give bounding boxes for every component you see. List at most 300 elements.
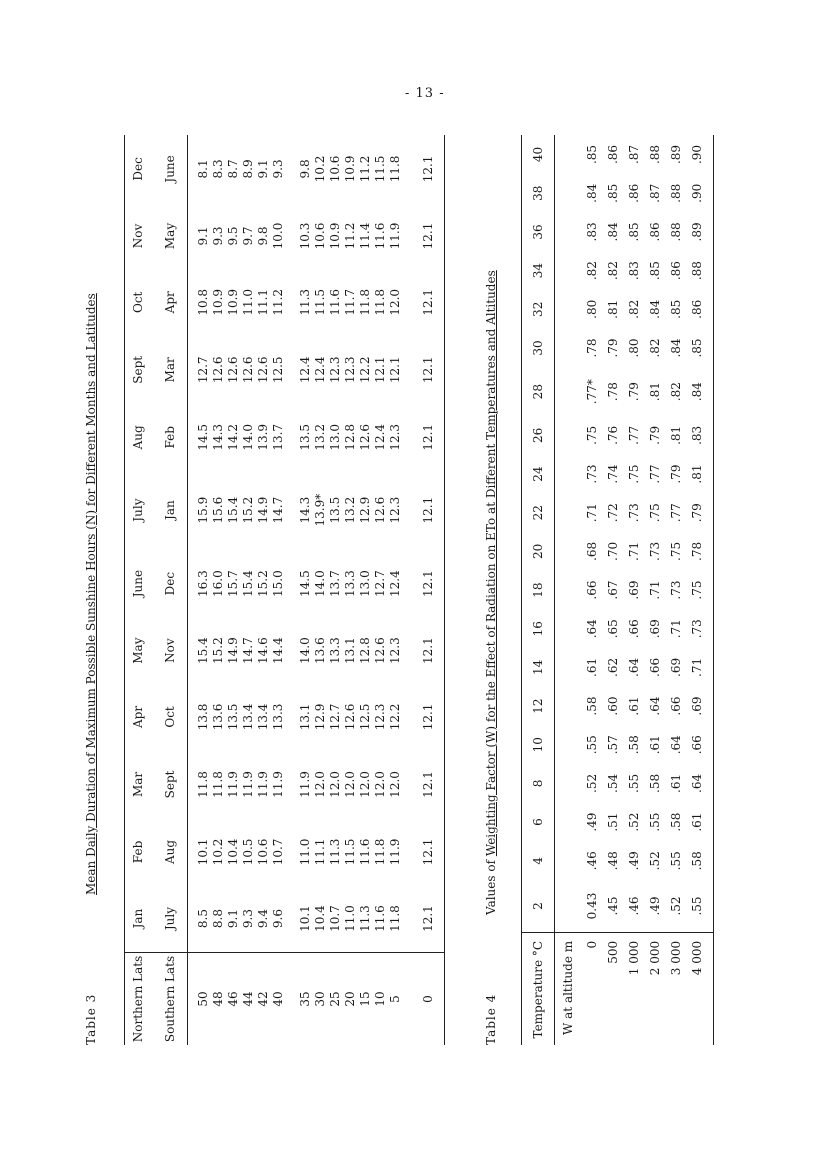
table-cell: 13.9*: [313, 493, 327, 527]
table-cell: 12.1: [421, 617, 445, 683]
table-cell: .77: [626, 425, 641, 445]
table-cell: 13.7: [328, 570, 342, 597]
table-row: [581, 135, 602, 1045]
table-cell: .86: [689, 299, 704, 319]
temperature-value: 32: [522, 290, 555, 329]
table-cell: .51: [605, 812, 620, 832]
table-cell: .85: [605, 183, 620, 203]
table-cell: .83: [626, 261, 641, 281]
table-cell: .67: [605, 580, 620, 600]
table-cell: .85: [689, 338, 704, 358]
table-cell: .73: [689, 619, 704, 639]
table-cell: 9.4: [256, 909, 270, 929]
table-row: [623, 135, 644, 1045]
table-cell: 9.7: [241, 226, 255, 246]
table-cell: .84: [584, 183, 599, 203]
table-row: [298, 135, 313, 1045]
table-cell: 10.9: [343, 155, 357, 183]
table-row: [665, 135, 686, 1045]
temperature-value: 8: [522, 764, 555, 803]
table-cell: .72: [605, 503, 620, 523]
table-cell: 12.1: [421, 470, 445, 549]
month-header: Mar: [163, 335, 188, 404]
table-cell: 12.3: [328, 356, 342, 384]
table-cell: .83: [689, 425, 704, 445]
table-cell: .75: [584, 425, 599, 445]
table-cell: 13.3: [328, 637, 342, 664]
temperature-value: 22: [522, 493, 555, 532]
table-cell: 11.3: [328, 838, 342, 866]
table-cell: 13.5: [328, 496, 342, 524]
altitude-label-row: [555, 135, 582, 1045]
altitude-cell: 500: [602, 932, 623, 1045]
table-cell: 11.2: [271, 288, 285, 316]
table-cell: 12.6: [373, 637, 387, 664]
table-cell: 13.1: [343, 637, 357, 664]
temperature-value: 6: [522, 803, 555, 842]
month-header: Mar: [131, 771, 145, 798]
table-cell: .84: [605, 222, 620, 242]
latitude-cell: 44: [241, 953, 256, 1046]
month-header: May: [163, 203, 188, 269]
table-cell: 16.3: [196, 570, 210, 597]
table-cell: 11.8: [196, 771, 210, 798]
table-cell: .88: [689, 261, 704, 281]
table-cell: 11.8: [388, 905, 402, 932]
table-cell: .73: [668, 580, 683, 600]
table-cell: .69: [668, 657, 683, 677]
temperature-value: 34: [522, 251, 555, 290]
table-cell: 12.0: [358, 771, 372, 798]
table-cell: 10.2: [211, 838, 225, 866]
table-cell: .76: [605, 425, 620, 445]
table-cell: 10.9: [328, 222, 342, 250]
table-cell: 11.6: [373, 905, 387, 932]
month-header: Aug: [131, 425, 145, 450]
month-header: July: [163, 885, 188, 952]
table-cell: 11.1: [313, 838, 327, 866]
table-cell: .55: [626, 773, 641, 793]
table-cell: 9.6: [271, 909, 285, 929]
table-cell: 14.0: [313, 570, 327, 597]
table-cell: .61: [668, 773, 683, 793]
table-row: [188, 135, 212, 1045]
table-cell: .52: [668, 896, 683, 916]
table-cell: .58: [584, 696, 599, 716]
table-cell: .58: [689, 851, 704, 871]
table-cell: 12.0: [388, 771, 402, 798]
month-header: June: [163, 135, 188, 203]
table-cell: .75: [668, 541, 683, 561]
table-cell: 13.5: [226, 703, 240, 731]
table-cell: 10.1: [196, 838, 210, 866]
table-cell: 10.6: [313, 222, 327, 250]
table-cell: .71: [689, 657, 704, 677]
table-cell: .75: [689, 580, 704, 600]
month-header: May: [131, 637, 145, 664]
table-cell: 11.2: [343, 222, 357, 250]
table-cell: 11.5: [373, 155, 387, 183]
table-cell: 12.4: [388, 570, 402, 597]
table-cell: 11.3: [358, 905, 372, 932]
table-cell: .87: [647, 183, 662, 203]
month-header: Feb: [163, 404, 188, 470]
table-cell: .46: [626, 896, 641, 916]
table-cell: .82: [584, 261, 599, 281]
table-row: [313, 135, 328, 1045]
table-cell: 13.3: [343, 570, 357, 597]
table-row: [226, 135, 241, 1045]
table-cell: .75: [626, 464, 641, 484]
table-cell: 14.3: [298, 496, 312, 524]
table-cell: .58: [668, 812, 683, 832]
table-cell: 14.4: [271, 637, 285, 664]
latitude-cell: 20: [343, 953, 358, 1046]
table-cell: .64: [584, 619, 599, 639]
table-cell: .68: [584, 541, 599, 561]
table-cell: 15.2: [211, 637, 225, 664]
month-header: Apr: [131, 705, 145, 728]
table-cell: 9.3: [271, 159, 285, 179]
latitude-cell: 5: [388, 953, 403, 1046]
table-cell: 12.4: [373, 423, 387, 451]
table-cell: .84: [647, 299, 662, 319]
table-cell: 11.7: [343, 288, 357, 316]
table-cell: .66: [689, 735, 704, 755]
table-cell: 11.8: [373, 838, 387, 866]
table-cell: 11.9: [226, 771, 240, 798]
table-cell: 9.8: [256, 226, 270, 246]
table-cell: 8.1: [196, 159, 210, 179]
table-cell: 13.9: [256, 423, 270, 451]
table-cell: 11.8: [373, 288, 387, 316]
table-cell: .65: [605, 619, 620, 639]
table-cell: 12.1: [421, 684, 445, 750]
table-cell: 9.3: [241, 909, 255, 929]
table-4-label: Table 4: [484, 993, 498, 1045]
table-cell: .60: [605, 696, 620, 716]
table-cell: 15.7: [226, 570, 240, 597]
table-cell: .66: [647, 657, 662, 677]
temperature-value: 2: [522, 880, 555, 932]
table-cell: .61: [647, 735, 662, 755]
table-cell: 13.3: [271, 703, 285, 731]
table-cell: .66: [584, 580, 599, 600]
latitude-cell: 42: [256, 953, 271, 1046]
table-row: [358, 135, 373, 1045]
month-header: Dec: [163, 550, 188, 618]
table-cell: .61: [626, 696, 641, 716]
latitude-cell: 30: [313, 953, 328, 1046]
latitude-cell: 48: [211, 953, 226, 1046]
table-cell: .85: [647, 261, 662, 281]
table-cell: 10.2: [313, 155, 327, 183]
table-cell: 15.6: [211, 496, 225, 524]
table-cell: 12.0: [328, 771, 342, 798]
table-cell: 9.3: [211, 226, 225, 246]
table-cell: 11.2: [358, 155, 372, 183]
table-cell: .73: [647, 541, 662, 561]
table-cell: 12.2: [388, 703, 402, 731]
sunshine-hours-table: [124, 135, 445, 1045]
table-cell: 11.9: [388, 222, 402, 250]
table-cell: .52: [584, 773, 599, 793]
table-cell: 12.3: [373, 703, 387, 731]
table-row: [343, 135, 358, 1045]
altitude-cell: 1 000: [623, 932, 644, 1045]
table-cell: 12.8: [343, 423, 357, 451]
table-cell: 12.7: [373, 570, 387, 597]
table-cell: 0.43: [584, 892, 599, 920]
table-cell: 11.8: [358, 288, 372, 316]
table-cell: 12.1: [421, 885, 445, 952]
table-cell: .86: [626, 183, 641, 203]
month-header: Oct: [163, 684, 188, 750]
table-cell: .77: [647, 464, 662, 484]
table-cell: .79: [689, 503, 704, 523]
table-cell: .69: [689, 696, 704, 716]
table-cell: 15.0: [271, 570, 285, 597]
table-row: [271, 135, 286, 1045]
table-cell: .58: [626, 735, 641, 755]
table-cell: .81: [647, 382, 662, 402]
table-cell: .57: [605, 735, 620, 755]
table-cell: .81: [689, 464, 704, 484]
month-header: Apr: [163, 269, 188, 335]
temperature-value: 16: [522, 609, 555, 648]
table-cell: 8.5: [196, 909, 210, 929]
month-header: Feb: [131, 840, 145, 864]
temperature-value: 36: [522, 213, 555, 252]
table-cell: 11.0: [343, 905, 357, 932]
table-cell: 12.9: [358, 496, 372, 524]
table-3-title: Mean Daily Duration of Maximum Possible Sunshine Hours (N) for Different Months and Latitudes: [84, 293, 98, 895]
table-cell: 14.7: [241, 637, 255, 664]
table-cell: 14.2: [226, 423, 240, 451]
table-cell: 10.9: [226, 288, 240, 316]
table-row: [211, 135, 226, 1045]
table-cell: 12.6: [211, 356, 225, 384]
page-number: - 13 -: [405, 86, 445, 101]
table-cell: 12.6: [343, 703, 357, 731]
header-row-temperature: [522, 135, 555, 1045]
table-4-title-main: Weighting Factor (W) for the Effect of Radiation on ETo at Different Temperatures and Altitudes: [484, 270, 498, 857]
weighting-factor-table: [521, 135, 714, 1045]
table-3-label: Table 3: [84, 993, 98, 1045]
month-header: Dec: [131, 157, 145, 181]
table-cell: 12.1: [421, 269, 445, 335]
table-cell: .85: [668, 299, 683, 319]
table-cell: 9.5: [226, 226, 240, 246]
table-cell: 8.3: [211, 159, 225, 179]
table-cell: 11.5: [313, 288, 327, 316]
table-cell: 8.8: [211, 909, 225, 929]
table-cell: .85: [626, 222, 641, 242]
table-cell: .45: [605, 896, 620, 916]
table-cell: .84: [668, 338, 683, 358]
table-cell: .61: [689, 812, 704, 832]
table-cell: .66: [626, 619, 641, 639]
table-cell: .81: [668, 425, 683, 445]
table-cell: 10.1: [298, 905, 312, 932]
table-cell: 10.5: [241, 838, 255, 866]
temperature-value: 14: [522, 648, 555, 687]
table-cell: 12.3: [388, 423, 402, 451]
table-cell: 14.3: [211, 423, 225, 451]
table-cell: 12.7: [196, 356, 210, 384]
table-cell: .73: [584, 464, 599, 484]
table-cell: 11.9: [256, 771, 270, 798]
table-cell: .61: [584, 657, 599, 677]
table-cell: .71: [668, 619, 683, 639]
table-cell: 12.5: [271, 356, 285, 384]
temperature-value: 40: [522, 135, 555, 174]
altitude-cell: 2 000: [644, 932, 665, 1045]
table-row: [256, 135, 271, 1045]
table-row: [373, 135, 388, 1045]
table-cell: .79: [605, 338, 620, 358]
table-cell: 11.6: [328, 288, 342, 316]
table-cell: 13.0: [328, 423, 342, 451]
table-cell: .87: [626, 144, 641, 165]
table-cell: .82: [647, 338, 662, 358]
altitude-cell: 4 000: [686, 932, 714, 1045]
table-row: [388, 135, 403, 1045]
latitude-cell: 50: [188, 953, 212, 1046]
latitude-cell: 10: [373, 953, 388, 1046]
table-cell: .82: [605, 261, 620, 281]
table-cell: 12.1: [421, 750, 445, 819]
table-cell: 11.9: [388, 838, 402, 866]
latitude-cell: 0: [421, 953, 445, 1046]
table-cell: .86: [647, 222, 662, 242]
table-cell: .78: [689, 541, 704, 561]
table-cell: .79: [668, 464, 683, 484]
table-cell: 12.9: [313, 703, 327, 731]
table-cell: .71: [647, 580, 662, 600]
table-cell: 16.0: [211, 570, 225, 597]
latitude-cell: 46: [226, 953, 241, 1046]
temperature-header: Temperature °C: [522, 932, 555, 1045]
table-cell: .80: [626, 338, 641, 358]
table-cell: 11.0: [298, 838, 312, 866]
table-cell: 10.3: [298, 222, 312, 250]
table-cell: .78: [584, 338, 599, 358]
table-cell: .69: [626, 580, 641, 600]
table-cell: 9.1: [256, 159, 270, 179]
table-cell: .49: [647, 896, 662, 916]
table-cell: 13.0: [358, 570, 372, 597]
table-cell: .55: [668, 851, 683, 871]
latitude-cell: 25: [328, 953, 343, 1046]
table-cell: .69: [647, 619, 662, 639]
table-cell: 13.8: [196, 703, 210, 731]
table-cell: 15.9: [196, 496, 210, 524]
temperature-value: 12: [522, 687, 555, 726]
table-cell: .64: [647, 696, 662, 716]
table-cell: 12.0: [373, 771, 387, 798]
table-cell: 11.9: [298, 771, 312, 798]
table-cell: .77: [668, 503, 683, 523]
table-cell: 14.0: [241, 423, 255, 451]
temperature-value: 30: [522, 329, 555, 368]
southern-lats-header: Southern Lats: [163, 953, 188, 1046]
table-cell: .64: [626, 657, 641, 677]
table-cell: .70: [605, 541, 620, 561]
table-cell: 11.8: [211, 771, 225, 798]
month-header: Sept: [163, 750, 188, 819]
table-cell: .84: [689, 382, 704, 402]
table-cell: .48: [605, 851, 620, 871]
table-cell: 11.9: [271, 771, 285, 798]
header-row-northern: [125, 135, 164, 1045]
table-cell: .75: [647, 503, 662, 523]
table-cell: 12.5: [358, 703, 372, 731]
table-cell: 12.7: [328, 703, 342, 731]
table-cell: .81: [605, 299, 620, 319]
table-cell: 15.2: [256, 570, 270, 597]
altitude-label: W at altitude m: [555, 932, 582, 1045]
table-cell: 15.4: [196, 637, 210, 664]
table-cell: .82: [668, 382, 683, 402]
table-4-block: [484, 130, 804, 1045]
table-cell: 13.5: [298, 423, 312, 451]
table-cell: 11.3: [298, 288, 312, 316]
table-cell: 12.1: [421, 819, 445, 885]
table-cell: 12.6: [241, 356, 255, 384]
table-cell: .78: [605, 382, 620, 402]
spacer-row: [403, 135, 421, 1045]
table-cell: .71: [626, 541, 641, 561]
table-cell: .88: [647, 144, 662, 165]
table-cell: 10.6: [256, 838, 270, 866]
temperature-value: 20: [522, 532, 555, 571]
table-cell: 13.6: [313, 637, 327, 664]
table-cell: 10.7: [271, 838, 285, 866]
table-cell: 13.7: [271, 423, 285, 451]
table-cell: 12.2: [358, 356, 372, 384]
table-cell: 10.4: [226, 838, 240, 866]
table-row: [602, 135, 623, 1045]
table-cell: .88: [668, 222, 683, 242]
table-cell: 11.8: [388, 155, 402, 183]
table-cell: 10.9: [211, 288, 225, 316]
month-header: Jan: [131, 908, 145, 929]
table-cell: .71: [584, 503, 599, 523]
table-cell: .55: [689, 896, 704, 916]
altitude-cell: 0: [581, 932, 602, 1045]
table-cell: 12.4: [313, 356, 327, 384]
table-cell: 12.0: [343, 771, 357, 798]
temperature-value: 26: [522, 416, 555, 455]
spacer-row: [286, 135, 298, 1045]
table-cell: 12.1: [421, 135, 445, 203]
table-cell: .90: [689, 144, 704, 165]
month-header: Aug: [163, 819, 188, 885]
table-cell: .46: [584, 851, 599, 871]
table-row: [644, 135, 665, 1045]
table-cell: 14.9: [226, 637, 240, 664]
table-cell: .85: [584, 144, 599, 165]
table-cell: 11.6: [373, 222, 387, 250]
table-cell: 14.5: [298, 570, 312, 597]
table-cell: .52: [647, 851, 662, 871]
table-cell: 12.4: [298, 356, 312, 384]
table-cell: 10.6: [328, 155, 342, 183]
table-cell: .64: [689, 773, 704, 793]
table-cell: 9.8: [298, 159, 312, 179]
table-cell: .52: [626, 812, 641, 832]
